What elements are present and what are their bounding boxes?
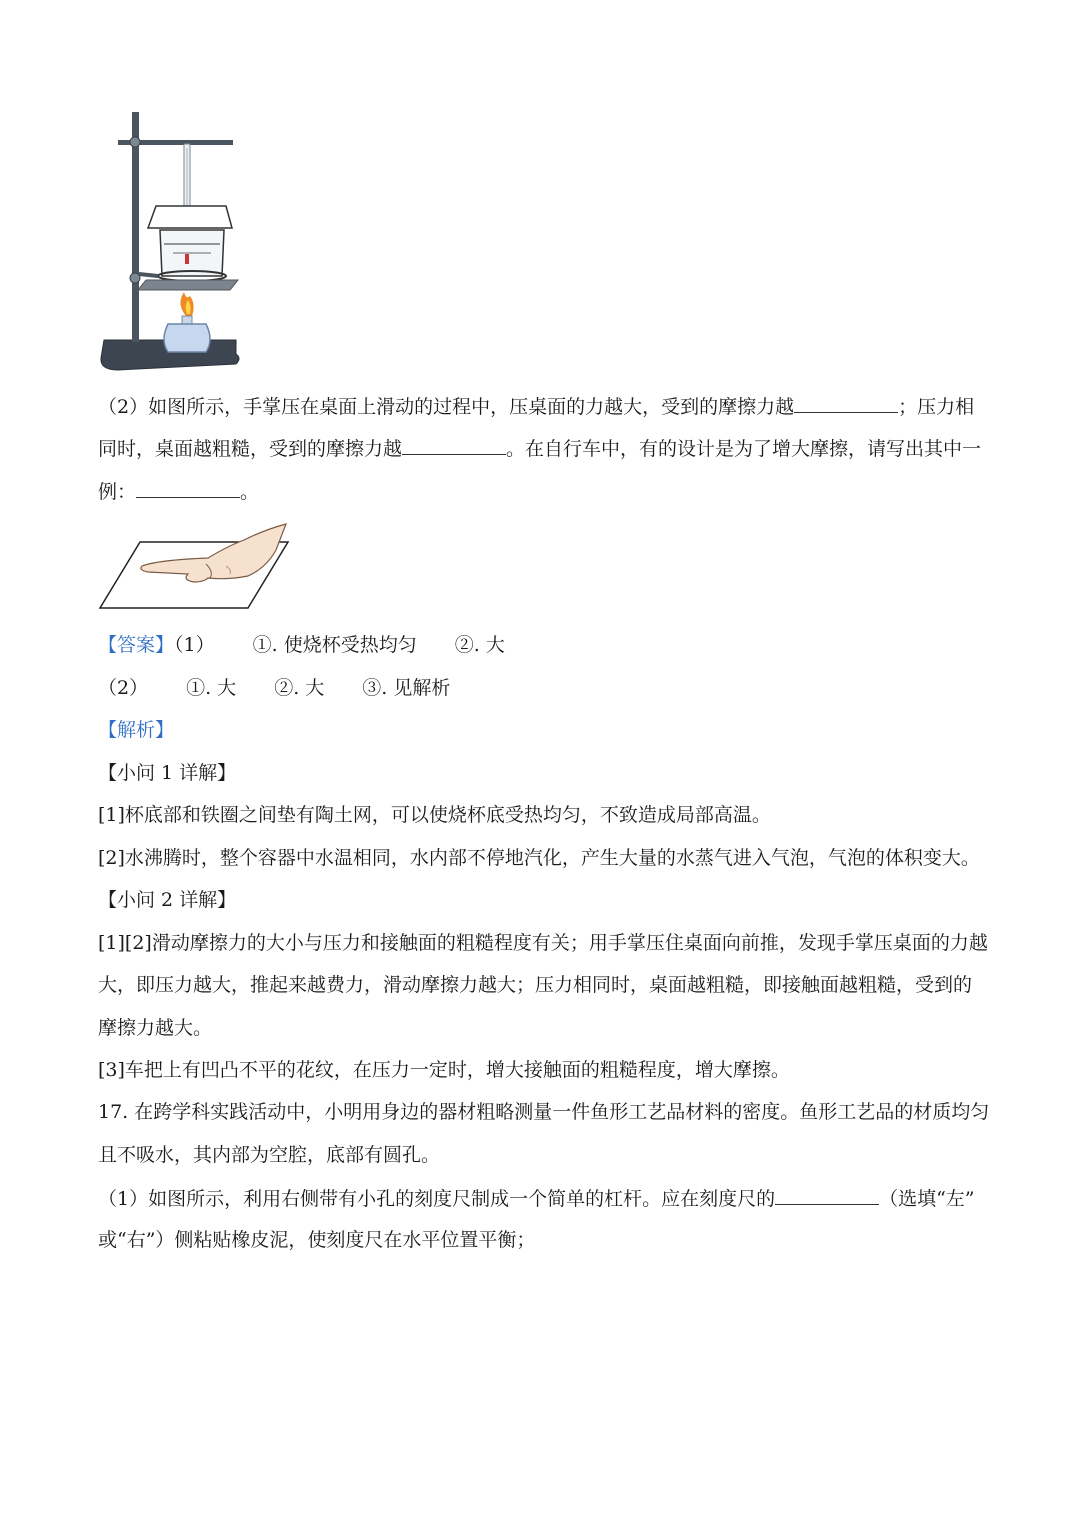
q16-part2-line2: 同时，桌面越粗糙，受到的摩擦力越 。在自行车中，有的设计是为了增大摩擦，请写出其中一 (98, 434, 981, 462)
sub2-heading: 【小问 2 详解】 (98, 889, 237, 911)
q17-line4: 或“右”）侧粘贴橡皮泥，使刻度尺在水平位置平衡； (98, 1229, 536, 1251)
answer-blank[interactable] (402, 434, 506, 455)
analysis-tag: 【解析】 (98, 719, 175, 741)
q17-line1: 17. 在跨学科实践活动中，小明用身边的器材粗略测量一件鱼形工艺品材料的密度。鱼形工艺品的材质均匀 (98, 1101, 990, 1123)
answer-line1: 【答案】（1） ①. 使烧杯受热均匀 ②. 大 (98, 634, 505, 656)
sub2-line4: [3]车把上有凹凸不平的花纹，在压力一定时，增大接触面的粗糙程度，增大摩擦。 (98, 1059, 790, 1081)
q17-line3: （1）如图所示，利用右侧带有小孔的刻度尺制成一个简单的杠杆。应在刻度尺的 （选填“左” (98, 1184, 975, 1212)
answer-blank[interactable] (794, 392, 898, 413)
q16-part2-line3: 例： 。 (98, 477, 259, 505)
answer-blank[interactable] (775, 1184, 879, 1205)
q16-part2-line1: （2）如图所示，手掌压在桌面上滑动的过程中，压桌面的力越大，受到的摩擦力越 ；压力相 (98, 392, 974, 420)
answer-tag: 【答案】 (98, 634, 175, 656)
beaker-lid (148, 206, 232, 228)
sub2-line2: 大，即压力越大，推起来越费力，滑动摩擦力越大；压力相同时，桌面越粗糙，即接触面越粗糙，受到的 (98, 974, 973, 996)
wire-gauze (138, 280, 238, 290)
alcohol-lamp (164, 324, 210, 352)
q17-line2: 且不吸水，其内部为空腔，底部有圆孔。 (98, 1144, 441, 1166)
sub1-line2: [2]水沸腾时，整个容器中水温相同，水内部不停地汽化，产生大量的水蒸气进入气泡，气泡的体积变大。 (98, 847, 980, 869)
hand-on-desk-figure (98, 520, 290, 612)
answer-line2: （2） ①. 大 ②. 大 ③. 见解析 (98, 677, 451, 699)
sub2-line1: [1][2]滑动摩擦力的大小与压力和接触面的粗糙程度有关；用手掌压住桌面向前推，发现手掌压桌面的力越 (98, 932, 988, 954)
boiling-apparatus-figure (98, 108, 243, 374)
sub2-line3: 摩擦力越大。 (98, 1017, 213, 1039)
answer-blank[interactable] (136, 477, 240, 498)
sub1-line1: [1]杯底部和铁圈之间垫有陶土网，可以使烧杯底受热均匀，不致造成局部高温。 (98, 804, 771, 826)
sub1-heading: 【小问 1 详解】 (98, 762, 237, 784)
